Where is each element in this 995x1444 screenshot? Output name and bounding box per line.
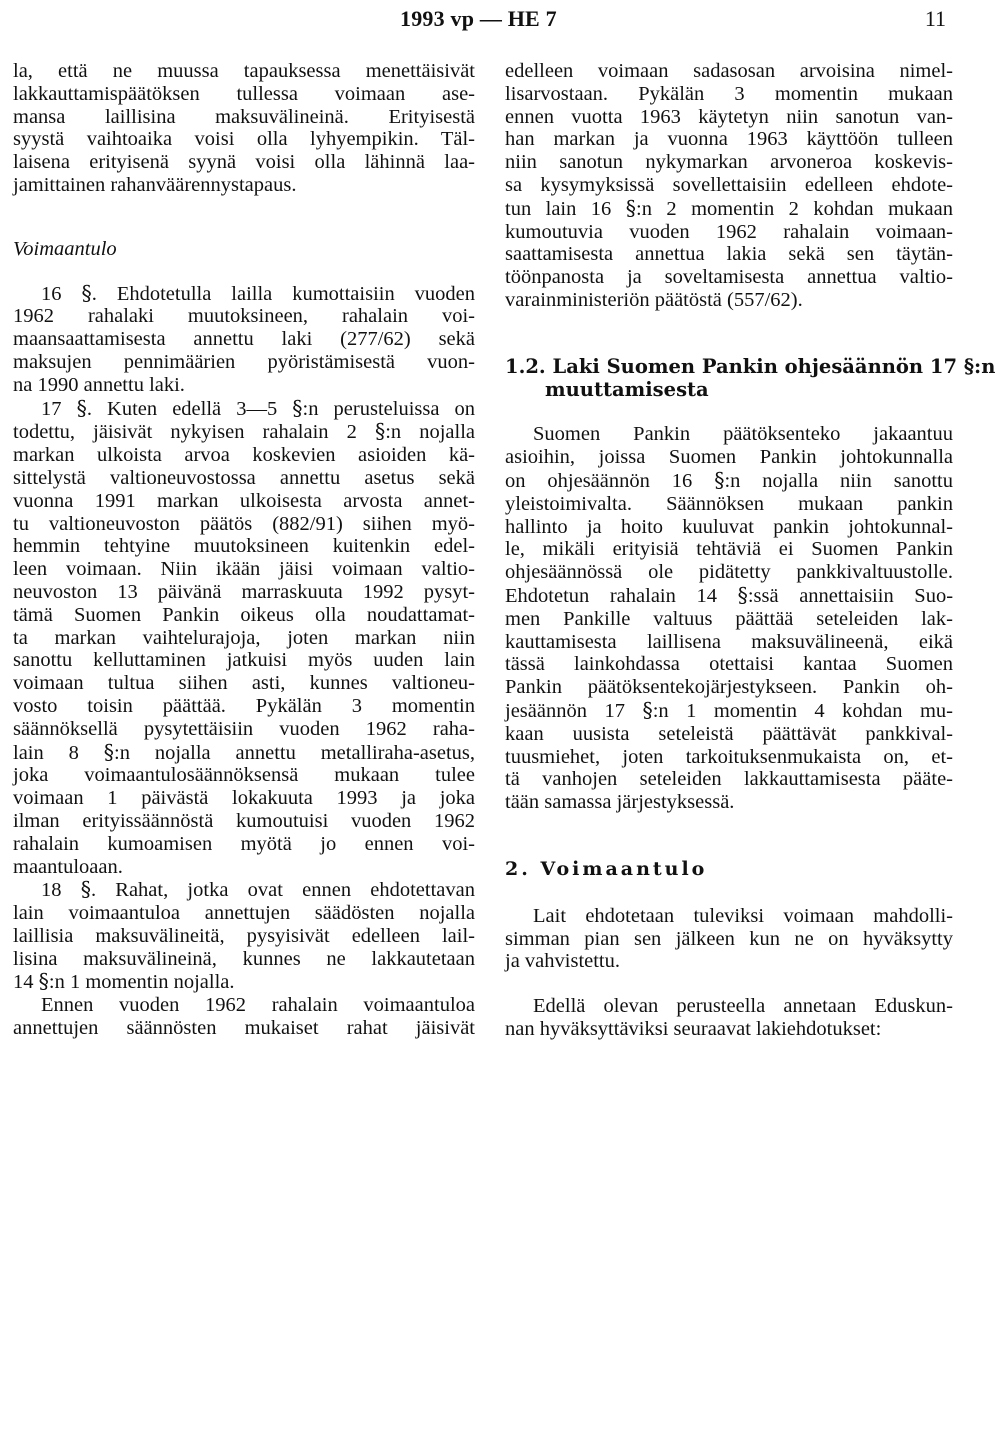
text-line: kumoutuvia vuoden 1962 rahalain voimaan- <box>505 220 953 243</box>
text-line: han markan ja vuonna 1963 käyttöön tulleen <box>505 128 953 151</box>
section-heading-1-2 <box>505 354 995 402</box>
document-title: 1993 vp — HE 7 <box>400 6 557 31</box>
text-line: tä vanhojen seteleiden lakkauttamisesta pääte- <box>505 768 953 791</box>
text-line: voimaan 1 päivästä lokakuuta 1993 ja joka <box>13 787 475 810</box>
text-line: neuvoston 13 päivänä marraskuuta 1992 pysyt- <box>13 580 475 603</box>
text-line: Suomen Pankin päätöksenteko jakaantuu <box>533 423 953 446</box>
section-symbol: § <box>737 582 748 607</box>
text-line: varainministeriön päätöstä (557/62). <box>505 288 803 311</box>
text-line: lisarvostaan. Pykälän 3 momentin mukaan <box>505 82 953 105</box>
paragraph-continuation-right <box>505 60 953 312</box>
text-line: säännöksellä pysytettäisiin vuoden 1962 raha- <box>13 717 475 740</box>
text-line: ta markan vaihtelurajoja, joten markan niin <box>13 626 475 649</box>
text-line: sanottu kelluttaminen jatkuisi myös uuden lain <box>13 649 475 672</box>
text-line: asioihin, joissa Suomen Pankin johtokunnalla <box>505 446 953 469</box>
text-line: maantuloaan. <box>13 855 123 878</box>
page-number: 11 <box>924 6 946 31</box>
section-symbol: § <box>374 419 386 444</box>
text-fragment: 14 <box>13 971 34 994</box>
text-line: joka voimaantulosäännöksensä mukaan tulee <box>13 764 475 787</box>
text-fragment: :n nojalla annettu metalliraha-asetus, <box>114 741 475 764</box>
text-line: simman pian sen jälkeen kun ne on hyväksytty <box>505 927 953 950</box>
section-symbol: § <box>292 395 303 420</box>
heading-text: Laki Suomen Pankin ohjesäännön 17 <box>552 354 958 378</box>
text-fragment: Ehdotetulla lailla kumottaisiin vuoden <box>116 282 476 305</box>
text-fragment: :n nojalla niin sanottu <box>724 469 953 492</box>
text-line: 17 §. Kuten edellä 3—5 §:n perusteluissa on <box>41 395 476 420</box>
text-line: le, mikäli erityisiä tehtäviä ei Suomen Pankin <box>505 538 953 561</box>
text-fragment: :n perusteluissa on <box>302 397 476 420</box>
section-symbol: § <box>963 354 975 378</box>
section-number: 18 <box>41 879 62 902</box>
section-symbol: § <box>76 395 87 420</box>
paragraph-section-16 <box>13 282 475 397</box>
text-line: ennen vuotta 1963 käytetyn niin sanotun van- <box>505 105 953 128</box>
text-line: mansa laillisina maksuvälineinä. Erityisestä <box>13 105 475 128</box>
paragraph-section-17 <box>13 397 475 879</box>
text-line: hemmin tehtyine muutoksineen kuitenkin edel- <box>13 535 475 558</box>
text-line: kaan uusista seteleistä päättävät pankkival- <box>505 722 953 745</box>
heading-number: 1.2. <box>505 354 546 378</box>
section-symbol: § <box>81 280 92 305</box>
text-fragment: :n 1 momentin 4 kohdan mu- <box>652 699 954 722</box>
text-fragment: jesäännön 17 <box>505 699 625 722</box>
heading-text: :n <box>974 354 995 378</box>
text-line: Pankin päätöksentekojärjestykseen. Pankin oh- <box>505 676 953 699</box>
section-symbol: § <box>714 467 725 492</box>
text-line: lain voimaantuloa annettujen säädösten nojalla <box>13 902 475 925</box>
heading-line <box>505 354 995 379</box>
paragraph-proposals <box>505 995 953 1041</box>
text-line: laillisia maksuvälineitä, pysyisivät edelleen lail- <box>13 924 475 947</box>
right-column <box>505 60 995 1041</box>
left-column <box>13 60 475 1040</box>
paragraph-old-coins <box>13 994 475 1040</box>
text-line: maksujen pennimäärien pyöristämisestä vuon- <box>13 350 475 373</box>
text-line: edelleen voimaan sadasosan arvoisina nimel- <box>505 60 953 82</box>
text-line: 16 §. Ehdotetulla lailla kumottaisiin vuoden <box>41 280 476 305</box>
text-line <box>505 197 953 221</box>
text-line: tään samassa järjestyksessä. <box>505 791 735 814</box>
text-line: yleistoimivalta. Säännöksen mukaan pankin <box>505 492 953 515</box>
text-line: hallinto ja hoito kuuluvat pankin johtokunnal- <box>505 515 953 538</box>
text-line: töönpanosta ja soveltamisesta annettua valtio- <box>505 266 953 289</box>
text-line: lakkauttamispäätöksen tullessa voimaan ase- <box>13 82 475 105</box>
text-line: voimaan tultua siihen asti, kunnes valtioneu- <box>13 672 475 695</box>
text-line: markan ulkoista arvoa koskevien asioiden kä- <box>13 444 475 467</box>
section-symbol: § <box>625 195 636 220</box>
text-line: tässä lainkohdassa otettaisi kantaa Suomen <box>505 653 953 676</box>
text-line: nan hyväksyttäviksi seuraavat lakiehdotukset: <box>505 1017 882 1040</box>
text-line: Edellä olevan perusteella annetaan Eduskun- <box>533 995 953 1018</box>
text-line: tämä Suomen Pankin oikeus olla noudattamat- <box>13 603 475 626</box>
section-number: 17 <box>41 397 62 420</box>
text-line <box>505 469 953 493</box>
text-line: Ennen vuoden 1962 rahalain voimaantuloa <box>41 994 475 1017</box>
text-line: rahalain kumoamisen myötä jo ennen voi- <box>13 832 475 855</box>
paragraph-decision-making <box>505 423 953 814</box>
paragraph-section-18 <box>13 878 475 994</box>
text-fragment: :n 2 momentin 2 kohdan mukaan <box>636 197 953 220</box>
text-fragment: lain 8 <box>13 741 79 764</box>
text-line: tu valtioneuvoston päätös (882/91) siihen myö- <box>13 512 475 535</box>
text-line: leen voimaan. Niin ikään jäisi voimaan valtio- <box>13 558 475 581</box>
text-fragment: Ehdotetun rahalain 14 <box>505 584 717 607</box>
text-line <box>13 741 475 765</box>
text-fragment: :n nojalla <box>385 421 475 444</box>
text-fragment: todettu, jäisivät nykyisen rahalain 2 <box>13 421 357 444</box>
text-line: ja vahvistettu. <box>505 950 621 973</box>
text-line: lisina maksuvälineinä, kunnes ne lakkautetaan <box>13 947 475 970</box>
paragraph-continuation <box>13 60 475 197</box>
text-line: men Pankille valtuus päättää seteleiden lak- <box>505 607 953 630</box>
text-fragment: :ssä annettaisiin Suo- <box>747 584 954 607</box>
text-line: la, että ne muussa tapauksessa menettäisivät <box>13 60 475 82</box>
text-fragment: Rahat, jotka ovat ennen ehdotettavan <box>115 879 475 902</box>
section-symbol: § <box>103 739 115 764</box>
text-line: vuonna 1991 markan ulkoisesta arvosta annet- <box>13 489 475 512</box>
text-line: 1962 rahalaki muutoksineen, rahalain voi- <box>13 305 475 328</box>
text-line: syystä vaihtoaika voisi olla lyhyempikin. Täl- <box>13 128 475 151</box>
text-line <box>505 699 953 723</box>
section-symbol: § <box>80 877 91 902</box>
text-line: maansaattamisesta annettu laki (277/62) sekä <box>13 328 475 351</box>
text-line: kauttamisesta laillisena maksuvälineenä, eikä <box>505 630 953 653</box>
text-line <box>13 420 475 444</box>
section-symbol: § <box>38 969 49 994</box>
text-line: saattamisesta annettua lakia sekä sen täytän- <box>505 243 953 266</box>
text-line: jamittainen rahanväärennystapaus. <box>13 173 297 196</box>
text-line: Lait ehdotetaan tuleviksi voimaan mahdolli- <box>533 904 953 927</box>
text-fragment: Kuten edellä 3—5 <box>107 397 278 420</box>
section-heading-voimaantulo: Voimaantulo <box>13 237 117 260</box>
text-fragment: on ohjesäännön 16 <box>505 469 693 492</box>
text-line: ohjesäännössä ole pidätetty pankkivaltuustolle. <box>505 561 953 584</box>
text-line: sa kysymyksissä sovellettaisiin edelleen ehdote- <box>505 173 953 196</box>
text-fragment: tun lain 16 <box>505 197 612 220</box>
text-line <box>13 970 475 994</box>
text-line: 18 §. Rahat, jotka ovat ennen ehdotettavan <box>41 877 475 902</box>
section-number: 16 <box>41 282 62 305</box>
text-line: tuusmiehet, joten tarkoituksenmukaista on, et- <box>505 745 953 768</box>
text-line: laisena erityisenä syynä voisi olla lähinnä laa- <box>13 151 475 174</box>
text-fragment: :n 1 momentin nojalla. <box>48 971 235 994</box>
text-line <box>505 584 953 608</box>
text-line: na 1990 annettu laki. <box>13 373 185 396</box>
text-line: sittelystä valtioneuvostossa annettu asetus sekä <box>13 466 475 489</box>
section-symbol: § <box>642 697 653 722</box>
text-line: ilman erityissäännöstä kumoutuisi vuoden 1962 <box>13 809 475 832</box>
text-line: niin sanotun nykymarkan arvoneroa koskevis- <box>505 151 953 174</box>
paragraph-entry-into-force <box>505 905 953 973</box>
text-line: annettujen säännösten mukaiset rahat jäisivät <box>13 1017 475 1040</box>
text-line: vosto toisin päättää. Pykälän 3 momentin <box>13 694 475 717</box>
page-header <box>0 6 960 36</box>
heading-line: muuttamisesta <box>545 377 709 401</box>
section-heading-2-voimaantulo: 2. Voimaantulo <box>505 857 708 880</box>
